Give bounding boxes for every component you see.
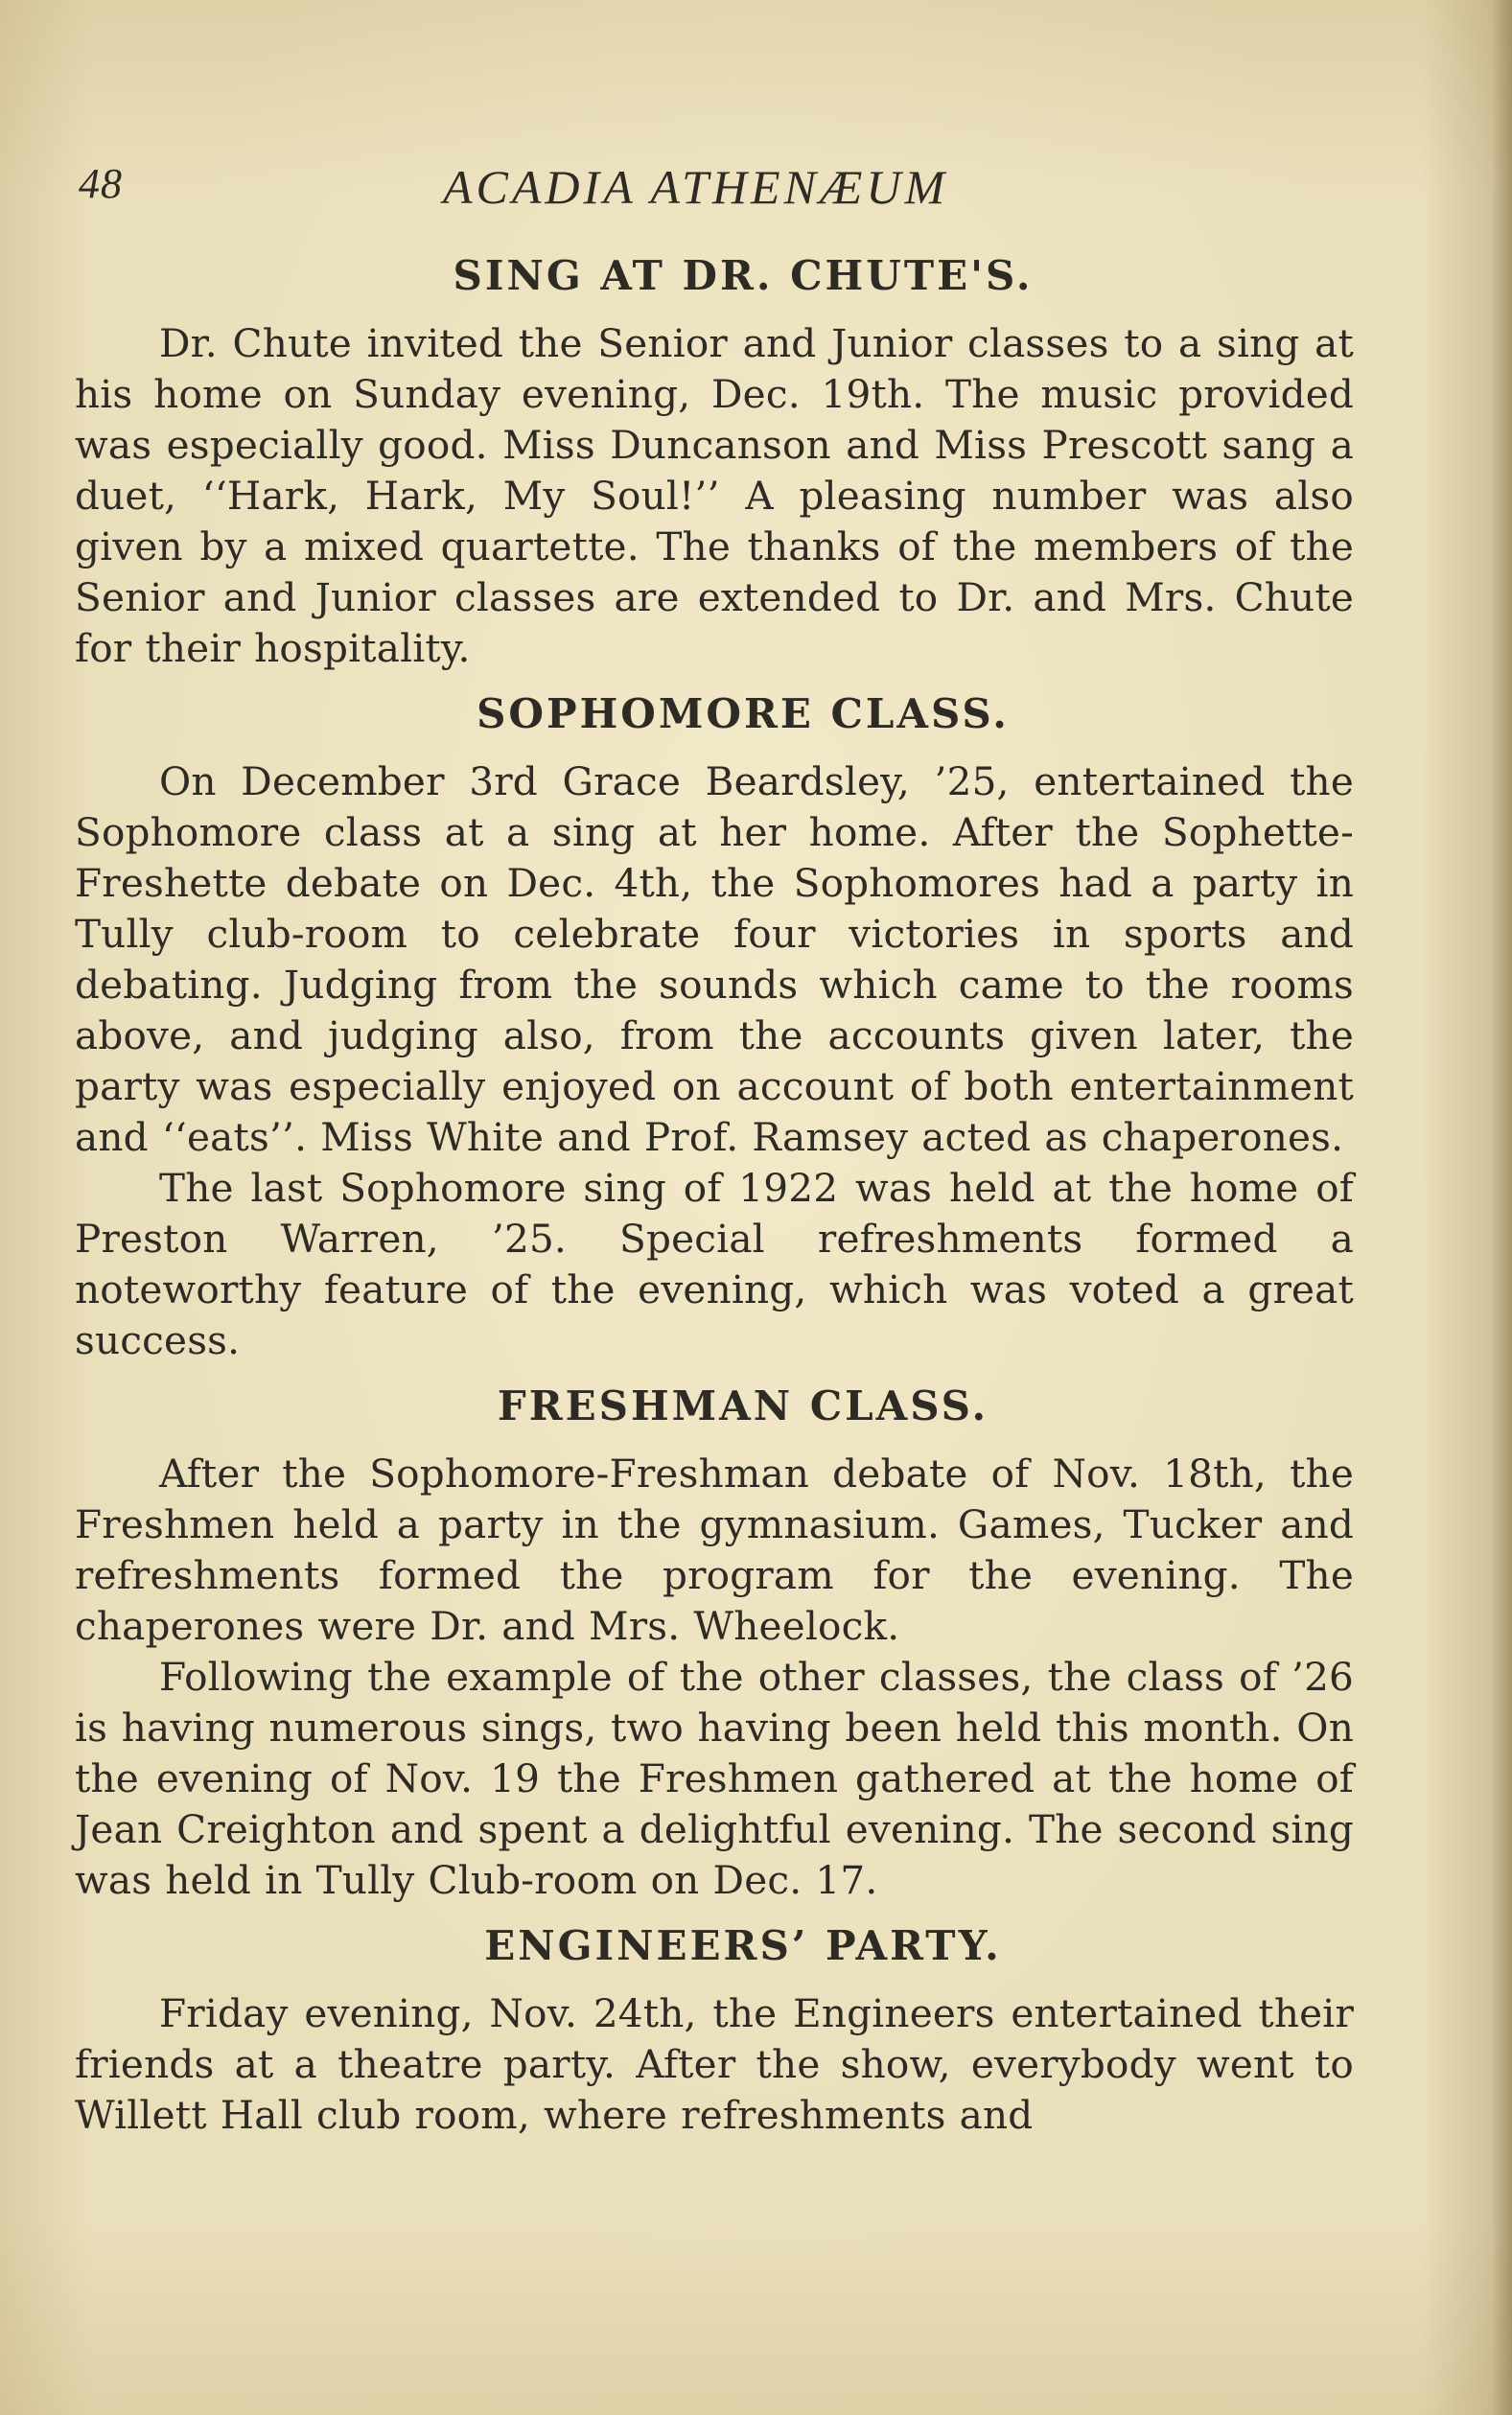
running-head xyxy=(79,159,1363,217)
paragraph: Following the example of the other classes, the class of ’26 is having numerous sings, two having been held this month. On the evening of Nov. 19 the Freshmen gathered at the home of Jean Creighton and spent a delightful evening. The second sing was held in Tully Club-room on Dec. 17. xyxy=(75,1654,1354,1903)
section-sophomore-class xyxy=(75,685,1354,1366)
section-engineers-party xyxy=(75,1917,1354,2141)
section-heading: ENGINEERS’ PARTY. xyxy=(484,1922,1002,1969)
journal-title: ACADIA ATHENÆUM xyxy=(443,160,949,214)
page-binding-shadow xyxy=(1491,0,1512,2415)
paragraph: The last Sophomore sing of 1922 was held at the home of Preston Warren, ’25. Special refreshments formed a noteworthy feature of the evening, which was voted a great success. xyxy=(75,1165,1354,1363)
paragraph: Friday evening, Nov. 24th, the Engineers entertained their friends at a theatre party. After the show, everybody went to Willett Hall club room, where refreshments and xyxy=(75,1990,1354,2138)
page-number: 48 xyxy=(79,160,123,207)
section-heading: SING AT DR. CHUTE'S. xyxy=(453,252,1034,299)
paragraph: After the Sophomore-Freshman debate of Nov. 18th, the Freshmen held a party in the gymnasium. Games, Tucker and refreshments formed the program for the evening. The chaperones were Dr. and Mrs. Wheelock. xyxy=(75,1451,1354,1649)
section-sing-at-dr-chutes xyxy=(75,247,1354,674)
page-body xyxy=(75,247,1354,2141)
paragraph: Dr. Chute invited the Senior and Junior classes to a sing at his home on Sunday evening, Dec. 19th. The music provided was especially good. Miss Duncanson and Miss Prescott sang a duet, ‘‘Hark, Hark, My Soul!’’ A pleasing number was also given by a mixed quartette. The thanks of the members of the Senior and Junior classes are extended to Dr. and Mrs. Chute for their hospitality. xyxy=(75,320,1354,671)
section-heading: FRESHMAN CLASS. xyxy=(497,1382,989,1429)
section-freshman-class xyxy=(75,1378,1354,1906)
paragraph: On December 3rd Grace Beardsley, ’25, entertained the Sophomore class at a sing at her home. After the Sophette-Freshette debate on Dec. 4th, the Sophomores had a party in Tully club-room to celebrate four victories in sports and debating. Judging from the sounds which came to the rooms above, and judging also, from the accounts given later, the party was especially enjoyed on account of both entertainment and ‘‘eats’’. Miss White and Prof. Ramsey acted as chaperones. xyxy=(75,758,1354,1160)
section-heading: SOPHOMORE CLASS. xyxy=(477,690,1010,737)
